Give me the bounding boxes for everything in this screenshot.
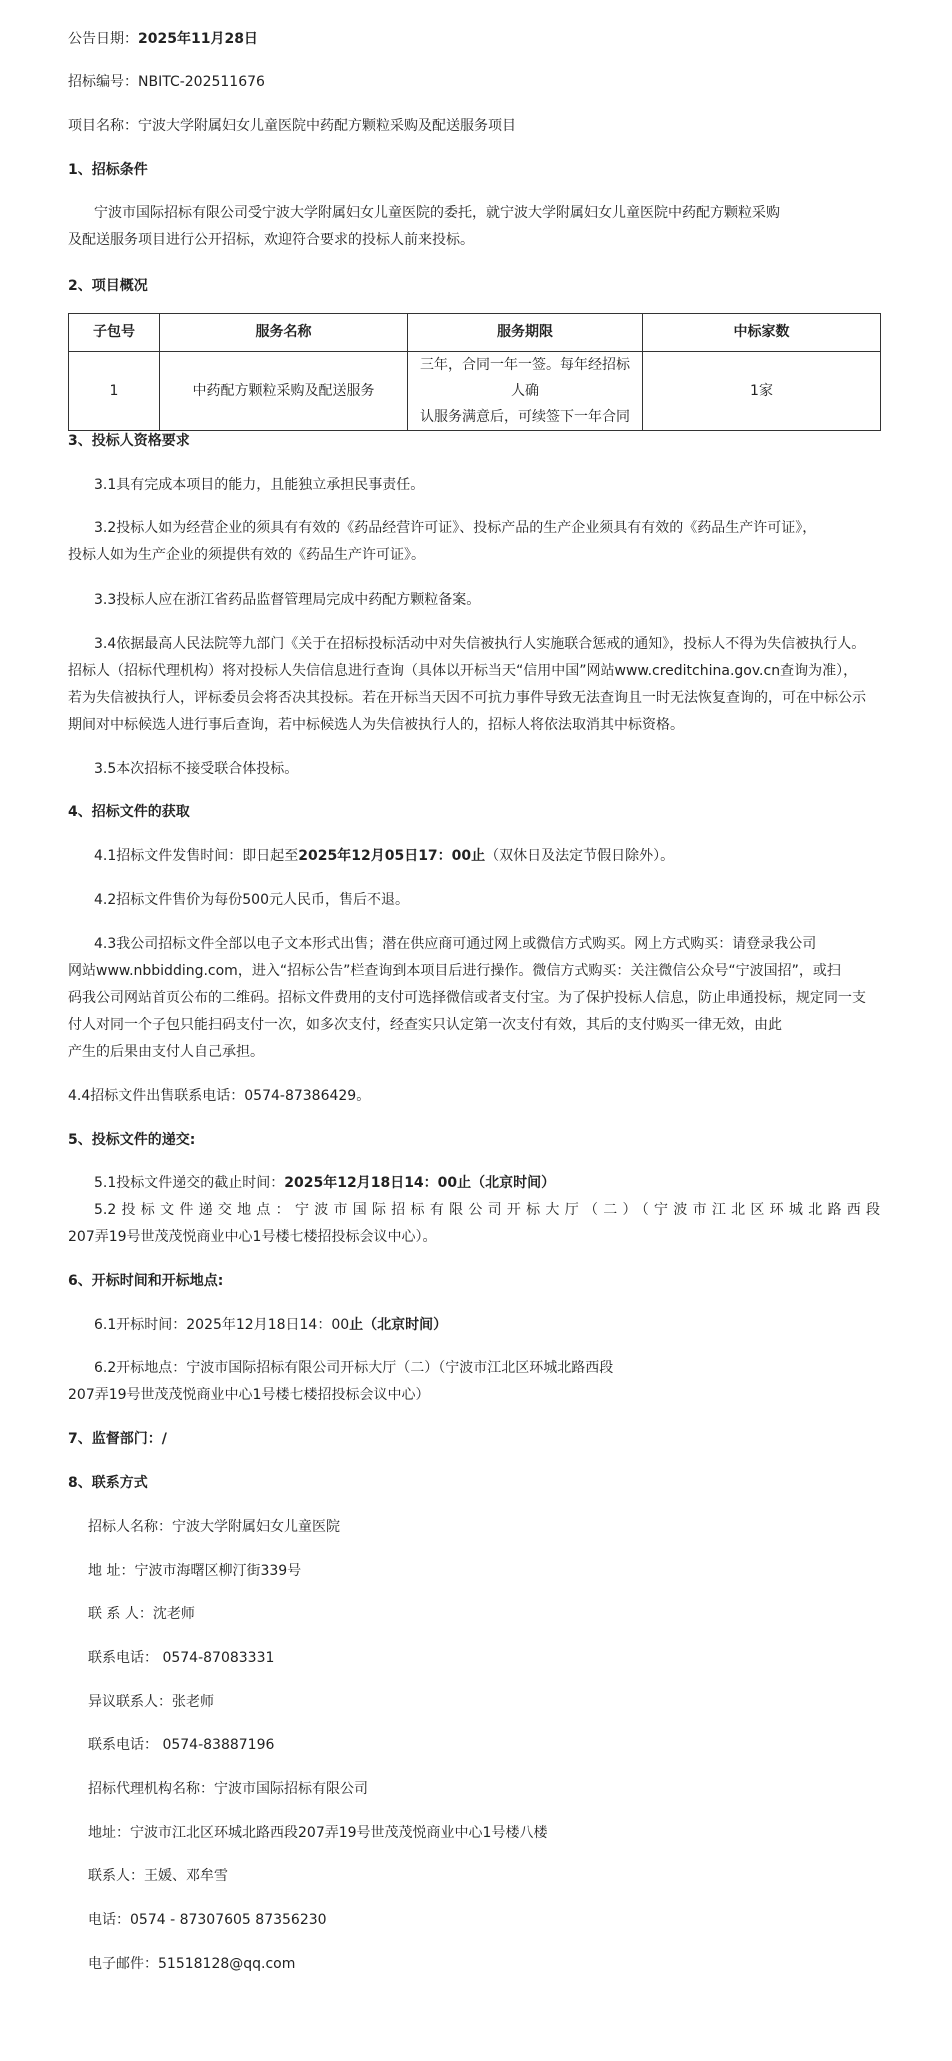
cell-service-name: 中药配方颗粒采购及配送服务 bbox=[160, 352, 408, 431]
s4-p1-pre: 4.1招标文件发售时间：即日起至 bbox=[94, 848, 299, 864]
date-value: 2025年11月28日 bbox=[138, 31, 258, 47]
s4-p1-post: （双休日及法定节假日除外）。 bbox=[485, 848, 675, 864]
contact-agency-person: 联系人：王媛、邓牟雪 bbox=[88, 1868, 228, 1884]
s3-p2a: 3.2投标人如为经营企业的须具有有效的《药品经营许可证》、投标产品的生产企业须具有有效的《药品生产许可证》， bbox=[94, 520, 817, 536]
s1-line1: 宁波市国际招标有限公司受宁波大学附属妇女儿童医院的委托，就宁波大学附属妇女儿童医院中药配方颗粒采购 bbox=[94, 205, 780, 221]
s4-p2: 4.2招标文件售价为每份500元人民币，售后不退。 bbox=[94, 892, 409, 908]
s4-p1-deadline: 2025年12月05日17：00止 bbox=[298, 848, 486, 864]
date-label: 公告日期： bbox=[68, 31, 138, 47]
s6-p1-suffix: 止（北京时间） bbox=[349, 1317, 448, 1333]
contact-objection-person: 异议联系人：张老师 bbox=[88, 1694, 214, 1710]
project-label: 项目名称： bbox=[68, 118, 138, 134]
s6-p1-pre: 6.1开标时间：2025年12月18日14：00 bbox=[94, 1317, 350, 1333]
contact-agency-email[interactable]: 电子邮件：51518128@qq.com bbox=[88, 1956, 296, 1972]
s4-p3a: 4.3我公司招标文件全部以电子文本形式出售；潜在供应商可通过网上或微信方式购买。网上方式购买：请登录我公司 bbox=[94, 936, 817, 952]
section-8-title: 8、联系方式 bbox=[68, 1475, 148, 1491]
cell-service-period bbox=[408, 352, 643, 431]
section-7-title: 7、监督部门：/ bbox=[68, 1431, 167, 1447]
th-service-name: 服务名称 bbox=[160, 314, 408, 352]
s3-p4b: 招标人（招标代理机构）将对投标人失信信息进行查询（具体以开标当天“信用中国”网站www.creditchina.gov.cn查询为准）， bbox=[68, 663, 858, 679]
section-2-title: 2、项目概况 bbox=[68, 278, 148, 294]
s5-p2b: 207弄19号世茂茂悦商业中心1号楼七楼招投标会议中心）。 bbox=[68, 1229, 437, 1245]
s6-p2b: 207弄19号世茂茂悦商业中心1号楼七楼招投标会议中心） bbox=[68, 1387, 430, 1403]
s3-p2b: 投标人如为生产企业的须提供有效的《药品生产许可证》。 bbox=[68, 547, 425, 563]
project-table bbox=[68, 313, 881, 431]
project-name bbox=[68, 113, 516, 140]
th-service-period: 服务期限 bbox=[408, 314, 643, 352]
s4-p3c: 码我公司网站首页公布的二维码。招标文件费用的支付可选择微信或者支付宝。为了保护投标人信息，防止串通投标，规定同一支 bbox=[68, 990, 866, 1006]
s3-p3: 3.3投标人应在浙江省药品监督管理局完成中药配方颗粒备案。 bbox=[94, 592, 481, 608]
code-value: NBITC-202511676 bbox=[138, 74, 265, 90]
contact-agency-phone: 电话：0574 - 87307605 87356230 bbox=[88, 1912, 327, 1928]
cell-winner-count: 1家 bbox=[643, 352, 881, 431]
s5-p1-pre: 5.1投标文件递交的截止时间： bbox=[94, 1175, 285, 1191]
s1-line2: 及配送服务项目进行公开招标，欢迎符合要求的投标人前来投标。 bbox=[68, 232, 474, 248]
s5-p2a: 5.2投标文件递交地点：宁波市国际招标有限公司开标大厅（二）（宁波市江北区环城北路西段 bbox=[94, 1202, 880, 1218]
s3-p4c: 若为失信被执行人，评标委员会将否决其投标。若在开标当天因不可抗力事件导致无法查询且一时无法恢复查询的，可在中标公示 bbox=[68, 690, 866, 706]
s4-p4: 4.4招标文件出售联系电话：0574-87386429。 bbox=[68, 1088, 371, 1104]
cell-package: 1 bbox=[69, 352, 160, 431]
s3-p4d: 期间对中标候选人进行事后查询，若中标候选人为失信被执行人的，招标人将依法取消其中标资格。 bbox=[68, 717, 684, 733]
contact-objection-phone: 联系电话： 0574-83887196 bbox=[88, 1737, 275, 1753]
bid-code bbox=[68, 69, 265, 96]
section-1-title: 1、招标条件 bbox=[68, 162, 148, 178]
s6-p2a: 6.2开标地点：宁波市国际招标有限公司开标大厅（二）（宁波市江北区环城北路西段 bbox=[94, 1360, 614, 1376]
contact-agency-name: 招标代理机构名称：宁波市国际招标有限公司 bbox=[88, 1781, 368, 1797]
contact-bidder-person: 联 系 人：沈老师 bbox=[88, 1606, 195, 1622]
section-6-title: 6、开标时间和开标地点: bbox=[68, 1273, 224, 1289]
contact-bidder-phone: 联系电话： 0574-87083331 bbox=[88, 1650, 275, 1666]
s4-p3e: 产生的后果由支付人自己承担。 bbox=[68, 1044, 264, 1060]
s4-p3b: 网站www.nbbidding.com，进入“招标公告”栏查询到本项目后进行操作。微信方式购买：关注微信公众号“宁波国招”，或扫 bbox=[68, 963, 841, 979]
project-value: 宁波大学附属妇女儿童医院中药配方颗粒采购及配送服务项目 bbox=[138, 118, 516, 134]
th-package: 子包号 bbox=[69, 314, 160, 352]
announce-date bbox=[68, 26, 258, 53]
table-header-row bbox=[69, 314, 881, 352]
s3-p4a: 3.4依据最高人民法院等九部门《关于在招标投标活动中对失信被执行人实施联合惩戒的通知》，投标人不得为失信被执行人。 bbox=[94, 636, 866, 652]
s5-p1-deadline: 2025年12月18日14：00止（北京时间） bbox=[284, 1175, 556, 1191]
s3-p1: 3.1具有完成本项目的能力，且能独立承担民事责任。 bbox=[94, 477, 425, 493]
section-5-title: 5、投标文件的递交: bbox=[68, 1132, 196, 1148]
s4-p1 bbox=[94, 843, 674, 870]
contact-agency-address: 地址：宁波市江北区环城北路西段207弄19号世茂茂悦商业中心1号楼八楼 bbox=[88, 1825, 548, 1841]
period-line2: 认服务满意后，可续签下一年合同 bbox=[420, 409, 630, 425]
s5-p1 bbox=[94, 1170, 555, 1197]
s4-p3d: 付人对同一个子包只能扫码支付一次，如多次支付，经查实只认定第一次支付有效，其后的支付购买一律无效，由此 bbox=[68, 1017, 782, 1033]
contact-bidder-address: 地 址：宁波市海曙区柳汀街339号 bbox=[88, 1563, 302, 1579]
code-label: 招标编号： bbox=[68, 74, 138, 90]
s6-p1 bbox=[94, 1312, 447, 1339]
period-line1: 三年，合同一年一签。每年经招标人确 bbox=[420, 357, 630, 399]
section-4-title: 4、招标文件的获取 bbox=[68, 804, 190, 820]
section-3-title: 3、投标人资格要求 bbox=[68, 433, 190, 449]
s3-p5: 3.5本次招标不接受联合体投标。 bbox=[94, 761, 299, 777]
table-row bbox=[69, 352, 881, 431]
contact-bidder-name: 招标人名称：宁波大学附属妇女儿童医院 bbox=[88, 1519, 340, 1535]
th-winner-count: 中标家数 bbox=[643, 314, 881, 352]
